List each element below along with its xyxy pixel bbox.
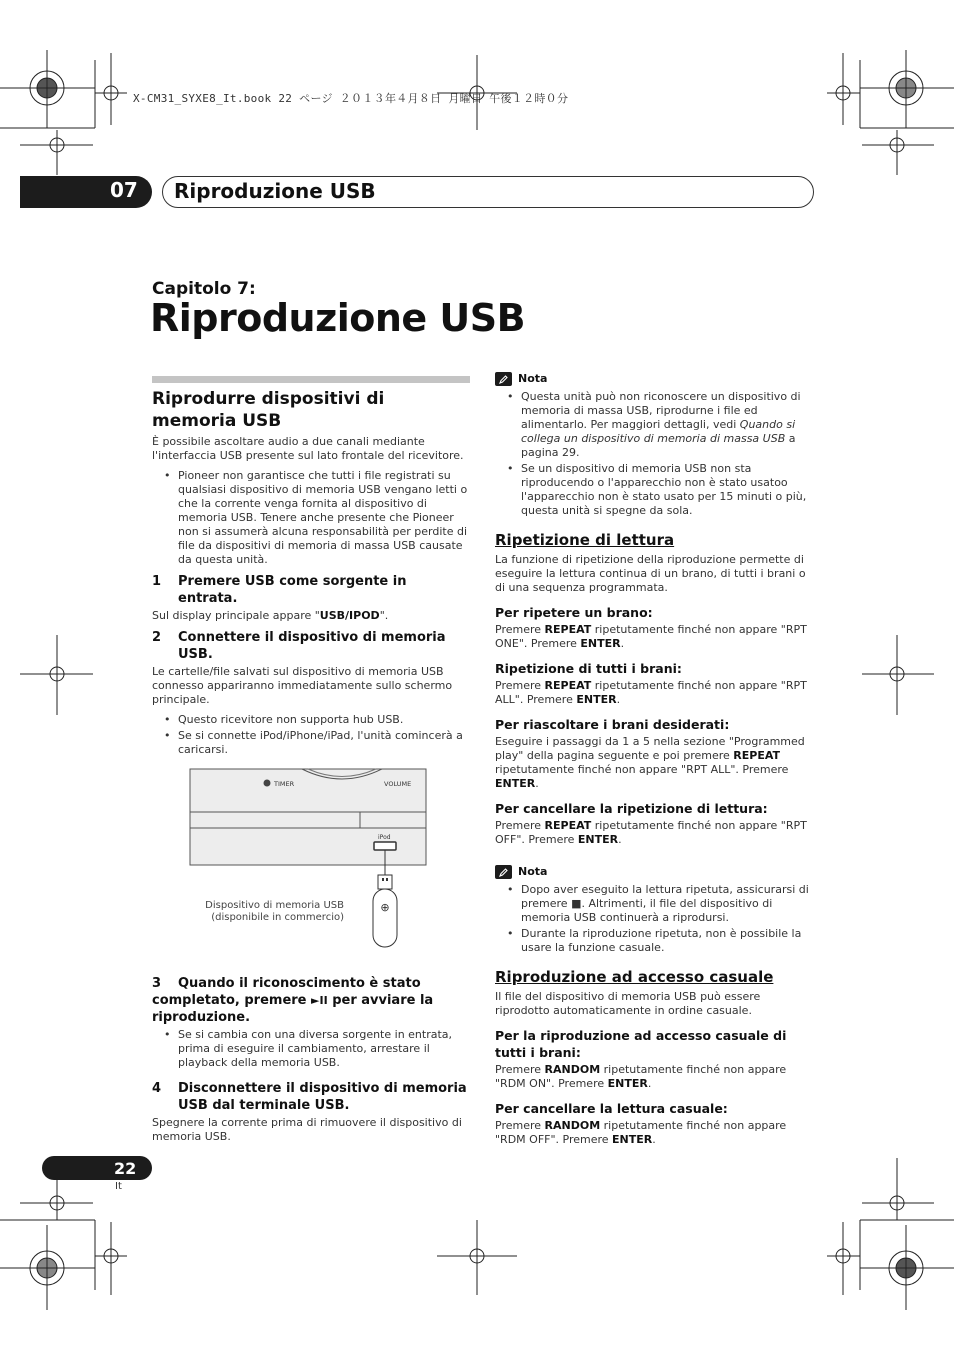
usb-stick-icon <box>373 889 397 947</box>
intro-bullets <box>152 469 470 567</box>
note-heading: Nota <box>495 372 813 386</box>
step-text: Le cartelle/file salvati sul dispositivo di memoria USB connesso appariranno immediatamente sullo schermo principale. <box>152 665 453 706</box>
pencil-note-icon <box>495 865 512 879</box>
section-heading: Riprodurre dispositivi di memoria USB <box>152 389 385 431</box>
random-intro: Il file del dispositivo di memoria USB può essere riprodotto automaticamente in ordine casuale. <box>495 990 761 1017</box>
step-title: Quando il riconoscimento è stato completato, premere ►II per avviare la riproduzione. <box>152 976 434 1025</box>
list-item: • Questo ricevitore non supporta hub USB. <box>178 713 470 727</box>
repeat-one-heading: Per ripetere un brano: <box>495 605 653 620</box>
list-item: • Se si connette iPod/iPhone/iPad, l'unità comincerà a caricarsi. <box>178 729 470 757</box>
step-title: Premere USB come sorgente in entrata. <box>178 574 407 606</box>
page-number: 22 <box>114 1159 137 1178</box>
step-2: 2 Connettere il dispositivo di memoria USB. <box>152 629 470 663</box>
page-language: It <box>115 1181 122 1192</box>
left-column <box>152 376 470 1150</box>
random-on-text: Premere RANDOM ripetutamente finché non appare "RDM ON". Premere ENTER. <box>495 1063 787 1090</box>
step-text: Spegnere la corrente prima di rimuovere il dispositivo di memoria USB. <box>152 1116 462 1143</box>
stop-icon: ■ <box>571 897 582 910</box>
step-title: Disconnettere il dispositivo di memoria USB dal terminale USB. <box>178 1081 467 1113</box>
page-title: Riproduzione USB <box>150 296 526 340</box>
pencil-note-icon <box>495 372 512 386</box>
repeat-off-text: Premere REPEAT ripetutamente finché non appare "RPT OFF". Premere ENTER. <box>495 819 807 846</box>
section-rule <box>152 376 470 383</box>
note-bullets <box>495 390 813 518</box>
timer-led-icon <box>264 780 271 787</box>
repeat-one-text: Premere REPEAT ripetutamente finché non appare "RPT ONE". Premere ENTER. <box>495 623 807 650</box>
step-2-bullets <box>152 713 470 757</box>
random-off-heading: Per cancellare la lettura casuale: <box>495 1101 728 1116</box>
repeat-program-heading: Per riascoltare i brani desiderati: <box>495 717 730 732</box>
repeat-all-text: Premere REPEAT ripetutamente finché non appare "RPT ALL". Premere ENTER. <box>495 679 807 706</box>
list-item: • Dopo aver eseguito la lettura ripetuta, assicurarsi di premere ■. Altrimenti, il file del dispositivo di memoria USB continuerà a riprodursi. <box>521 883 813 925</box>
list-item: • Durante la riproduzione ripetuta, non è possibile la usare la funzione casuale. <box>521 927 813 955</box>
printer-slug: X-CM31_SYXE8_It.book 22 ページ ２０１３年４月８日 月曜日 午後１２時０分 <box>133 92 569 105</box>
list-item: • Se un dispositivo di memoria USB non sta riproducendo o l'apparecchio non è stato usatoo l'apparecchio non è stato usato per 15 minuti o più, questa unità si spegne da sola. <box>521 462 813 518</box>
step-title: Connettere il dispositivo di memoria USB. <box>178 630 446 662</box>
random-heading: Riproduzione ad accesso casuale <box>495 968 774 986</box>
step-1: 1 Premere USB come sorgente in entrata. <box>152 573 470 607</box>
chapter-label: Capitolo 7: <box>152 279 256 299</box>
intro-text: È possibile ascoltare audio a due canali mediante l'interfaccia USB presente sul lato frontale del ricevitore. <box>152 435 464 462</box>
chapter-number: 07 <box>110 178 138 202</box>
repeat-off-heading: Per cancellare la ripetizione di lettura: <box>495 801 768 816</box>
list-item: • Questa unità può non riconoscere un dispositivo di memoria di massa USB, riprodurne i file ed alimentarlo. Per maggiori dettagli, vedi Quando si collega un dispositivo di memoria di massa USB a pagina 29. <box>521 390 813 460</box>
chapter-header-title: Riproduzione USB <box>174 179 376 203</box>
list-item: • Se si cambia con una diversa sorgente in entrata, prima di eseguire il cambiamento, arrestare il playback della memoria USB. <box>178 1028 470 1070</box>
receiver-illustration <box>152 767 470 967</box>
step-4: 4 Disconnettere il dispositivo di memoria USB dal terminale USB. <box>152 1080 470 1114</box>
timer-label: TIMER <box>274 780 295 788</box>
step-3-bullets <box>152 1028 470 1070</box>
repeat-heading: Ripetizione di lettura <box>495 531 675 549</box>
step-3: 3 Quando il riconoscimento è stato completato, premere ►II per avviare la riproduzione. <box>152 976 434 1025</box>
list-item: • Pioneer non garantisce che tutti i file registrati su qualsiasi dispositivo di memoria USB vengano letti o che la corrente venga fornita al dispositivo di memoria USB. Tenere anche presente che Pioneer non si assumerà alcuna responsabilità per perdite di file da dispositivi di memoria di massa USB causate da questa unità. <box>178 469 470 567</box>
random-off-text: Premere RANDOM ripetutamente finché non appare "RDM OFF". Premere ENTER. <box>495 1119 787 1146</box>
svg-text:⊕: ⊕ <box>380 901 390 914</box>
device-caption: Dispositivo di memoria USB (disponibile in commercio) <box>205 900 344 923</box>
note-heading: Nota <box>495 865 813 879</box>
step-text: Sul display principale appare "USB/IPOD". <box>152 609 389 622</box>
repeat-all-heading: Ripetizione di tutti i brani: <box>495 661 682 676</box>
ipod-label: iPod <box>378 834 391 841</box>
repeat-program-text: Eseguire i passaggi da 1 a 5 nella sezione "Programmed play" della pagina seguente e poi premere REPEAT ripetutamente finché non appare "RPT ALL". Premere ENTER. <box>495 735 805 790</box>
usb-connection-figure <box>152 767 470 967</box>
note-bullets <box>495 883 813 955</box>
play-pause-icon: ►II <box>311 994 328 1007</box>
repeat-intro: La funzione di ripetizione della riproduzione permette di eseguire la lettura continua di un brano, di tutti i brani o di una sequenza programmata. <box>495 553 806 594</box>
volume-label: VOLUME <box>384 780 412 788</box>
right-column <box>495 372 813 1153</box>
random-on-heading: Per la riproduzione ad accesso casuale di tutti i brani: <box>495 1028 787 1060</box>
